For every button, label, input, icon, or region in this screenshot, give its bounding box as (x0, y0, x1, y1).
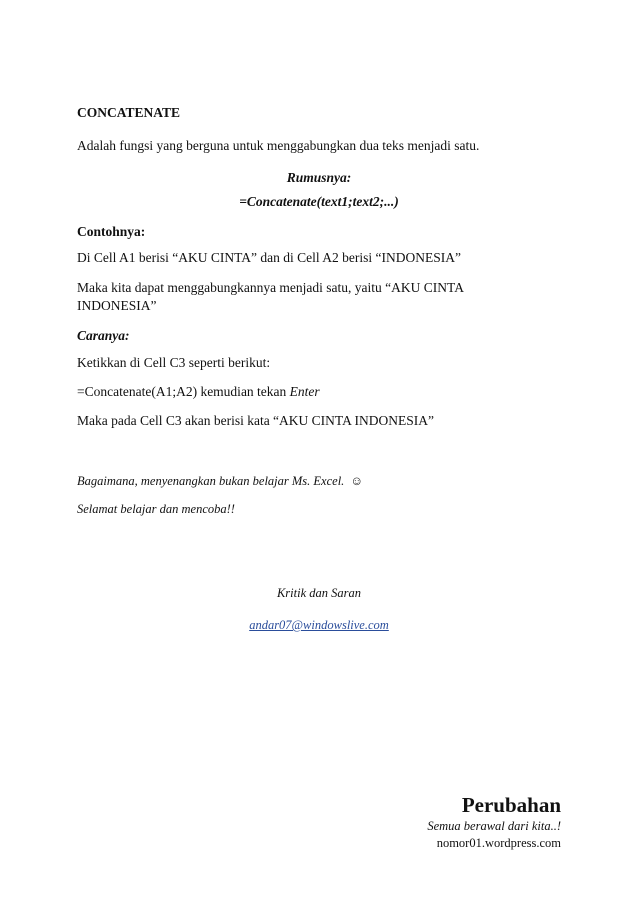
footer-title: Perubahan (461, 793, 561, 817)
formula-label: Rumusnya: (286, 170, 352, 185)
step-1-text: Ketikkan di Cell C3 seperti berikut: (77, 355, 271, 370)
feedback-label: Kritik dan Saran (276, 586, 362, 600)
closing-line-2: Selamat belajar dan mencoba!! (77, 502, 235, 516)
example-result: Maka kita dapat menggabungkannya menjadi satu, yaitu “AKU CINTA INDONESIA” (77, 280, 464, 313)
feedback-email-row (0, 616, 638, 634)
document-heading: CONCATENATE (77, 105, 181, 120)
step-2-line (77, 383, 320, 401)
example-line: Di Cell A1 berisi “AKU CINTA” dan di Cell A2 berisi “INDONESIA” (77, 250, 461, 265)
closing-line-1 (77, 472, 363, 490)
description-text: Adalah fungsi yang berguna untuk menggabungkan dua teks menjadi satu. (77, 138, 480, 153)
step-3-text: Maka pada Cell C3 akan berisi kata “AKU CINTA INDONESIA” (77, 413, 434, 428)
example-label: Contohnya: (77, 224, 146, 239)
formula-text: =Concatenate(text1;text2;...) (239, 194, 399, 209)
footer-site: nomor01.wordpress.com (436, 836, 561, 850)
enter-key-label: Enter (289, 384, 320, 399)
footer-tagline: Semua berawal dari kita..! (427, 819, 561, 833)
closing-text-1: Bagaimana, menyenangkan bukan belajar Ms. Excel. (77, 474, 345, 488)
step-2-formula: =Concatenate(A1;A2) kemudian tekan (77, 384, 287, 399)
steps-label: Caranya: (77, 328, 130, 343)
smiley-icon: ☺ (350, 474, 364, 488)
feedback-email-link[interactable]: andar07@windowslive.com (249, 618, 389, 632)
